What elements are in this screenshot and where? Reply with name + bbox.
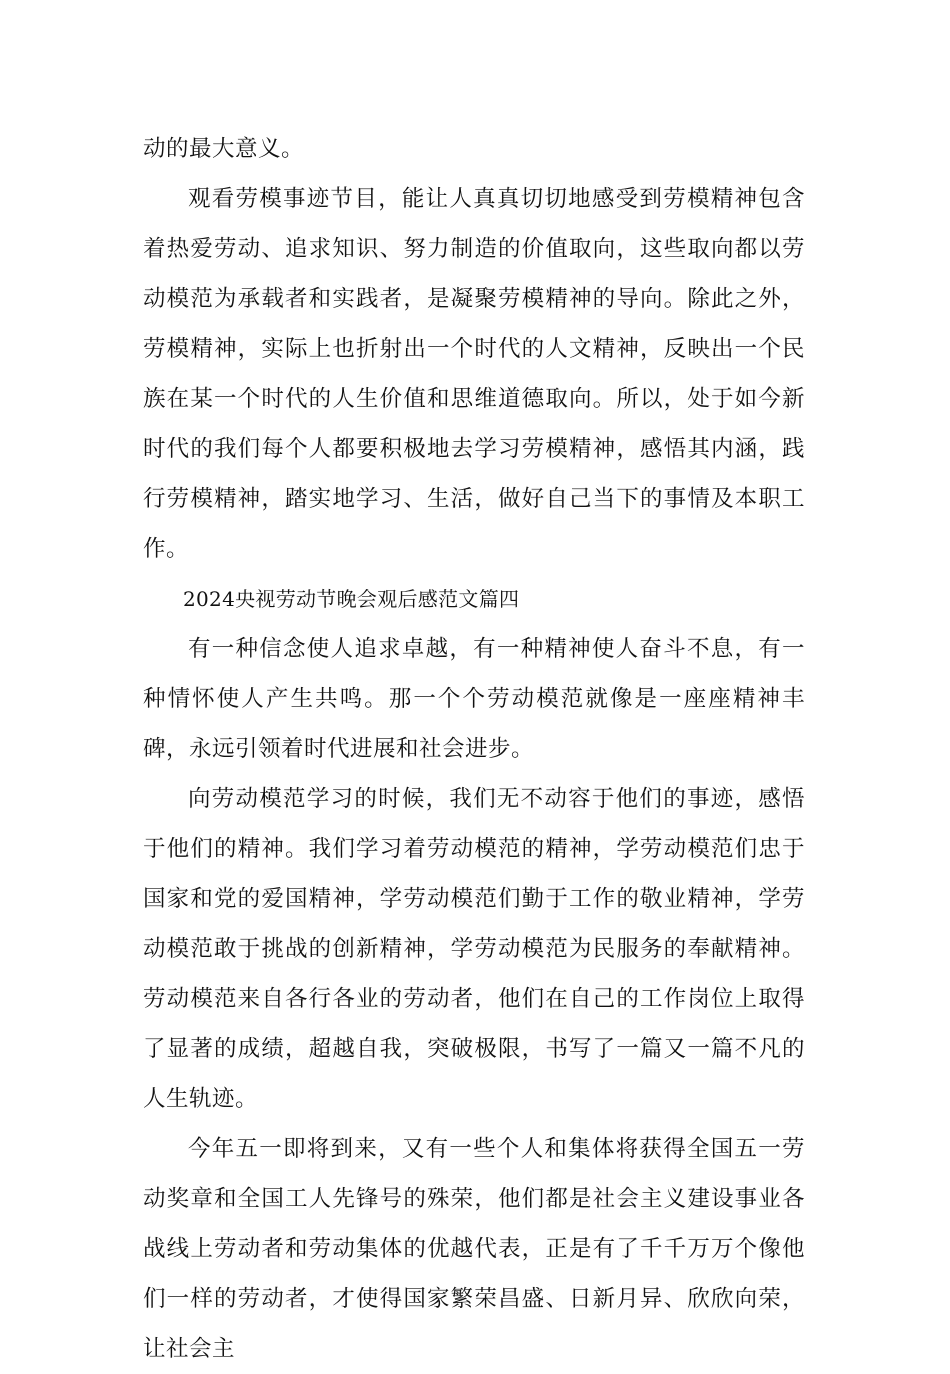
paragraph-may-day: 今年五一即将到来，又有一些个人和集体将获得全国五一劳动奖章和全国工人先锋号的殊荣，他们都是社会主义建设事业各战线上劳动者和劳动集体的优越代表，正是有了千千万万个像他们一样的劳动者，才使得国家繁荣昌盛、日新月异、欣欣向荣，让社会主 — [143, 1136, 805, 1362]
section-heading: 2024央视劳动节晚会观后感范文篇四 — [183, 587, 520, 611]
paragraph-belief: 有一种信念使人追求卓越，有一种精神使人奋斗不息，有一种情怀使人产生共鸣。那一个个劳动模范就像是一座座精神丰碑，永远引领着时代进展和社会进步。 — [143, 636, 805, 762]
document-body — [143, 124, 805, 1374]
paragraph-continuation: 动的最大意义。 — [143, 136, 305, 162]
paragraph-labor-model-program: 观看劳模事迹节目，能让人真真切切地感受到劳模精神包含着热爱劳动、追求知识、努力制造的价值取向，这些取向都以劳动模范为承载者和实践者，是凝聚劳模精神的导向。除此之外，劳模精神，实际上也折射出一个时代的人文精神，反映出一个民族在某一个时代的人生价值和思维道德取向。所以，处于如今新时代的我们每个人都要积极地去学习劳模精神，感悟其内涵，践行劳模精神，踏实地学习、生活，做好自己当下的事情及本职工作。 — [143, 186, 805, 562]
paragraph-learning: 向劳动模范学习的时候，我们无不动容于他们的事迹，感悟于他们的精神。我们学习着劳动模范的精神，学劳动模范们忠于国家和党的爱国精神，学劳动模范们勤于工作的敬业精神，学劳动模范敢于挑战的创新精神，学劳动模范为民服务的奉献精神。劳动模范来自各行各业的劳动者，他们在自己的工作岗位上取得了显著的成绩，超越自我，突破极限，书写了一篇又一篇不凡的人生轨迹。 — [143, 786, 805, 1112]
